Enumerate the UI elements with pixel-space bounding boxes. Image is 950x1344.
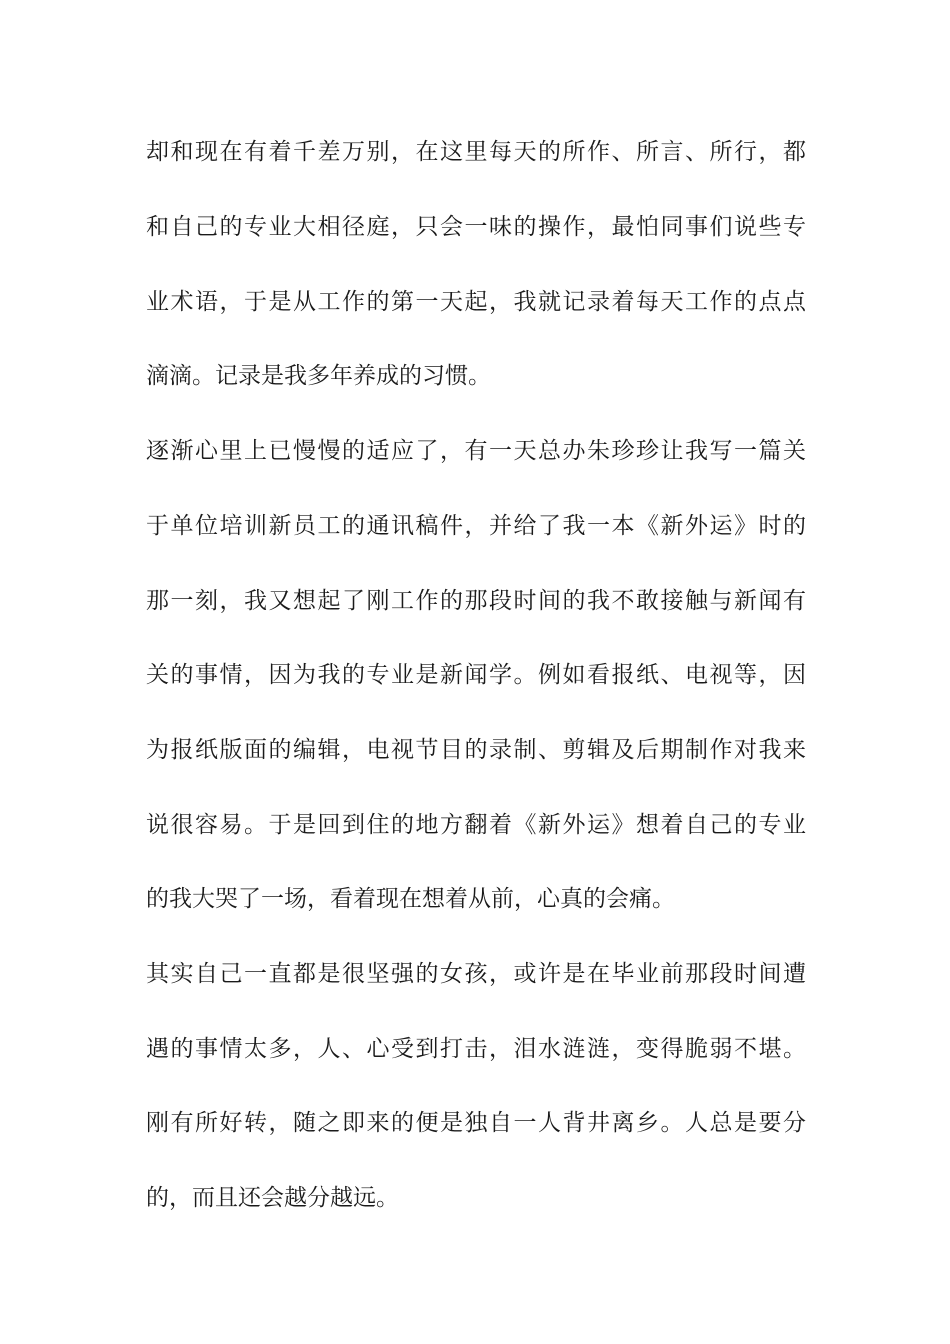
text-line: 却和现在有着千差万别，在这里每天的所作、所言、所行，都 — [146, 139, 806, 165]
text-line: 和自己的专业大相径庭，只会一味的操作，最怕同事们说些专 — [146, 214, 806, 240]
text-line: 逐渐心里上已慢慢的适应了，有一天总办朱珍珍让我写一篇关 — [146, 438, 806, 464]
text-line: 于单位培训新员工的通讯稿件，并给了我一本《新外运》时的 — [146, 513, 806, 539]
text-line: 关的事情，因为我的专业是新闻学。例如看报纸、电视等，因 — [146, 662, 806, 688]
text-line: 滴滴。记录是我多年养成的习惯。 — [146, 363, 491, 389]
text-line: 为报纸版面的编辑，电视节目的录制、剪辑及后期制作对我来 — [146, 737, 806, 763]
text-line: 业术语，于是从工作的第一天起，我就记录着每天工作的点点 — [146, 289, 806, 315]
text-line: 的我大哭了一场，看着现在想着从前，心真的会痛。 — [146, 886, 675, 912]
text-line: 刚有所好转，随之即来的便是独自一人背井离乡。人总是要分 — [146, 1110, 806, 1136]
text-line: 说很容易。于是回到住的地方翻着《新外运》想着自己的专业 — [146, 812, 806, 838]
text-line: 的，而且还会越分越远。 — [146, 1185, 399, 1211]
text-line: 遇的事情太多，人、心受到打击，泪水涟涟，变得脆弱不堪。 — [146, 1036, 806, 1062]
text-line: 其实自己一直都是很坚强的女孩，或许是在毕业前那段时间遭 — [146, 961, 806, 987]
text-line: 那一刻，我又想起了刚工作的那段时间的我不敢接触与新闻有 — [146, 588, 806, 614]
